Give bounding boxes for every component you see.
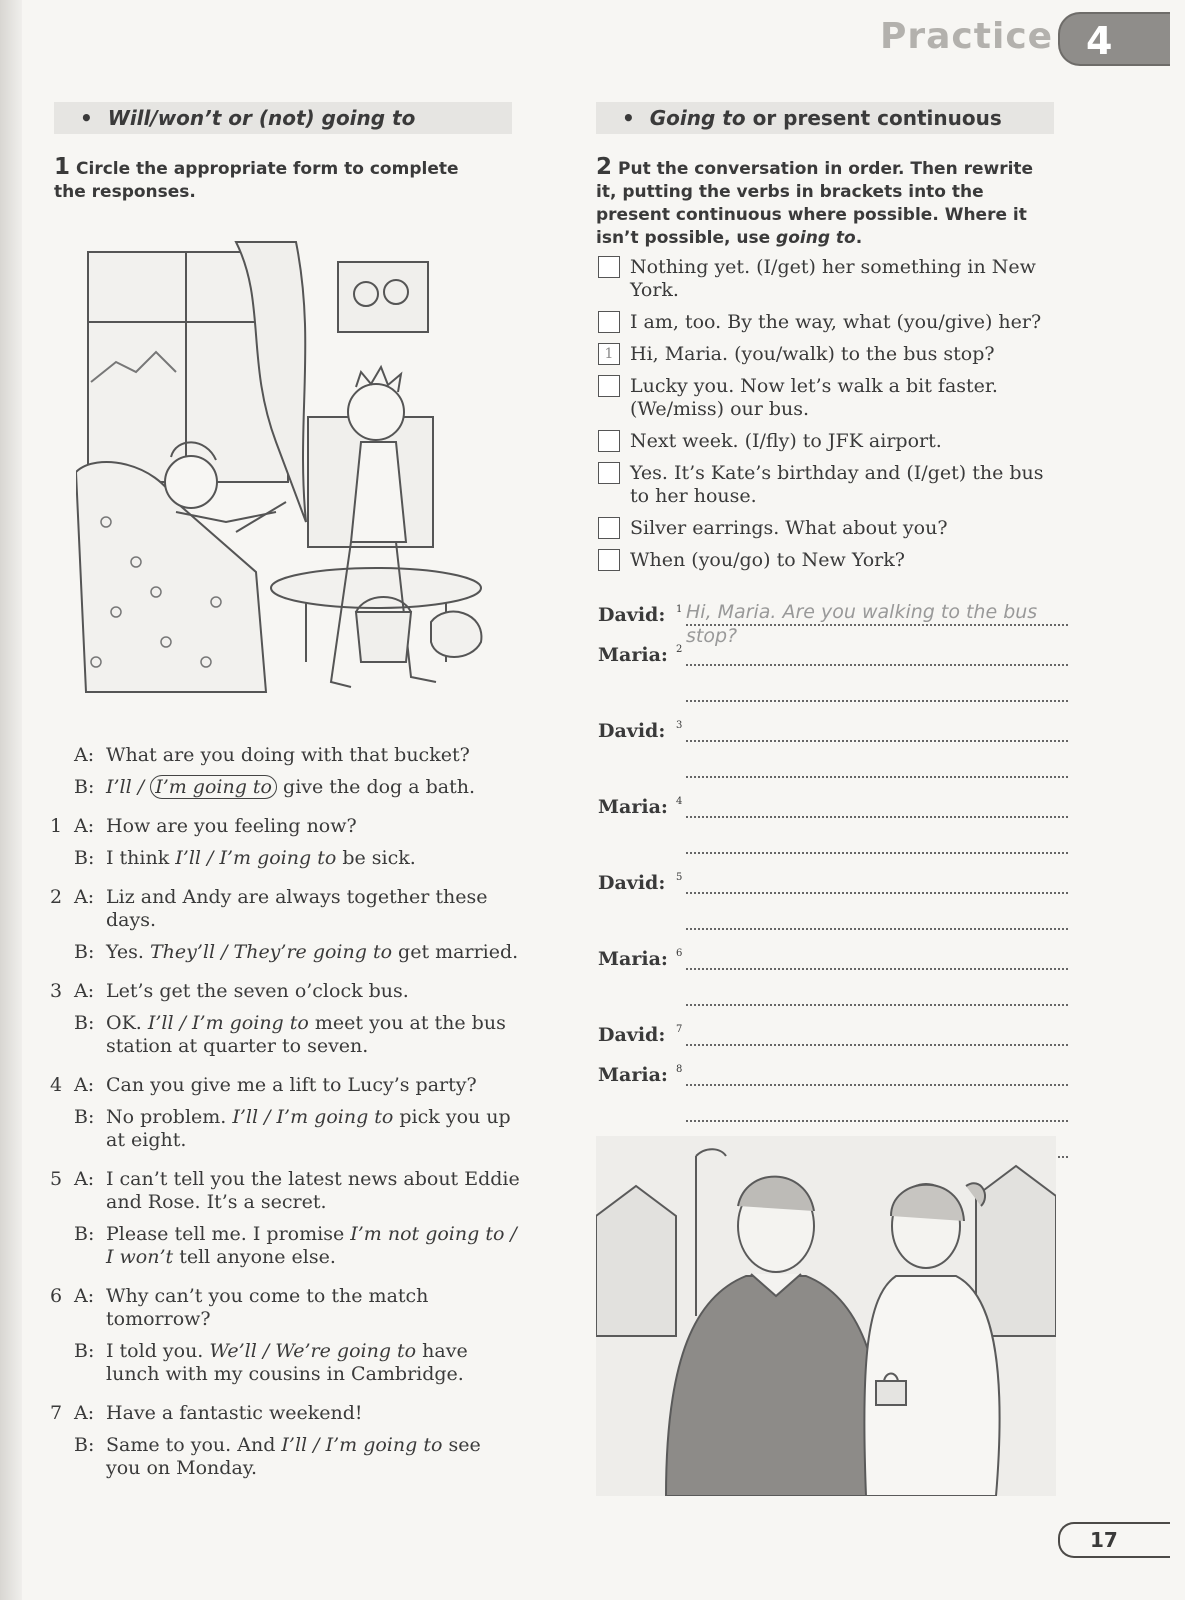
example-num xyxy=(50,744,74,767)
answer-suffix: get married. xyxy=(392,941,519,963)
couple-illustration xyxy=(596,1136,1056,1496)
item-number: 5 xyxy=(50,1168,63,1190)
example-answer-rest: give the dog a bath. xyxy=(283,776,476,798)
example-answer xyxy=(50,776,520,799)
item-question-text: I can’t tell you the latest news about Eddie and Rose. It’s a secret. xyxy=(106,1168,520,1213)
order-checkbox[interactable] xyxy=(598,256,620,278)
answer-options[interactable]: I’ll / I’m going to xyxy=(281,1434,443,1456)
speaker-label: A: xyxy=(74,744,95,766)
speaker-label: A: xyxy=(74,1402,95,1424)
conversation-speaker: Maria: xyxy=(598,1064,668,1086)
conversation-speaker: Maria: xyxy=(598,644,668,666)
item-answer-text xyxy=(106,1434,520,1480)
ordering-item-text: Nothing yet. (I/get) her something in New York. xyxy=(630,256,1036,301)
item-answer-text xyxy=(106,1340,520,1386)
ordering-item-text: Lucky you. Now let’s walk a bit faster. (We/miss) our bus. xyxy=(630,375,998,420)
order-checkbox[interactable]: 1 xyxy=(598,343,620,365)
answer-prefix: Same to you. And xyxy=(106,1434,282,1456)
item-number: 2 xyxy=(50,886,63,908)
conversation-line-number: 8 xyxy=(676,1064,683,1075)
answer-suffix: have lunch with my cousins in Cambridge. xyxy=(106,1340,468,1385)
left-banner-title: Will/won’t or (not) going to xyxy=(107,106,416,130)
item-answer xyxy=(50,847,520,870)
answer-line[interactable] xyxy=(686,868,1068,894)
item-answer xyxy=(50,1434,520,1480)
speaker-label: A: xyxy=(74,815,95,837)
example-circled-answer: I’m going to xyxy=(150,775,277,799)
answer-line[interactable]: Hi, Maria. Are you walking to the bus stop? xyxy=(686,600,1068,626)
left-section-banner xyxy=(54,102,512,134)
conversation-line-number: 4 xyxy=(676,796,683,807)
answer-prefix: No problem. xyxy=(106,1106,233,1128)
conversation-line-number: 6 xyxy=(676,948,683,959)
conversation-line xyxy=(598,1020,1068,1046)
conversation-line-number: 2 xyxy=(676,644,683,655)
ordering-item-text: Yes. It’s Kate’s birthday and (I/get) the bus to her house. xyxy=(630,462,1044,507)
item-question xyxy=(50,1285,520,1331)
exercise-2-text: Put the conversation in order. Then rewrite it, putting the verbs in brackets into the present continuous where possible. Where it isn’t possible, use xyxy=(596,159,1034,248)
answer-suffix: meet you at the bus station at quarter to seven. xyxy=(106,1012,506,1057)
conversation-line-number: 7 xyxy=(676,1024,683,1035)
item-number-blank xyxy=(50,941,74,964)
answer-suffix: pick you up at eight. xyxy=(106,1106,511,1151)
conversation-line xyxy=(598,1060,1068,1086)
item-question xyxy=(50,886,520,932)
banner-bullet: • xyxy=(622,106,635,130)
conversation-line xyxy=(598,792,1068,818)
item-number-blank xyxy=(50,1012,74,1058)
item-answer xyxy=(50,1223,520,1269)
answer-line-continuation[interactable] xyxy=(686,1096,1068,1122)
item-answer-text xyxy=(106,847,520,870)
conversation-line xyxy=(598,716,1068,742)
speaker-label: B: xyxy=(74,1223,95,1245)
item-question-text: Let’s get the seven o’clock bus. xyxy=(106,980,409,1002)
answer-options[interactable]: We’ll / We’re going to xyxy=(209,1340,417,1362)
conversation-line xyxy=(598,600,1068,647)
right-banner-rest: or present continuous xyxy=(745,106,1002,130)
exercise-1-item xyxy=(50,815,520,870)
conversation-line xyxy=(598,944,1068,970)
speaker-label: B: xyxy=(74,847,95,869)
page-gutter-shadow xyxy=(0,0,22,1600)
conversation-speaker: David: xyxy=(598,604,666,626)
conversation-line-number: 5 xyxy=(676,872,683,883)
answer-prefix: OK. xyxy=(106,1012,148,1034)
exercise-2-instruction xyxy=(596,156,1056,250)
answer-line[interactable] xyxy=(686,792,1068,818)
item-number-blank xyxy=(50,847,74,870)
banner-bullet: • xyxy=(80,106,93,130)
speaker-label: A: xyxy=(74,1168,95,1190)
ordering-item-text: When (you/go) to New York? xyxy=(630,549,905,571)
living-room-illustration xyxy=(76,222,496,722)
ordering-item xyxy=(598,256,1068,302)
item-number: 7 xyxy=(50,1402,63,1424)
answer-line[interactable] xyxy=(686,716,1068,742)
answer-options[interactable]: I’ll / I’m going to xyxy=(232,1106,394,1128)
practice-heading: Practice xyxy=(880,16,1054,57)
ordering-item-text: Next week. (I/fly) to JFK airport. xyxy=(630,430,942,452)
answer-line[interactable] xyxy=(686,1060,1068,1086)
answer-line[interactable] xyxy=(686,640,1068,666)
answer-line[interactable] xyxy=(686,944,1068,970)
item-question-text: Can you give me a lift to Lucy’s party? xyxy=(106,1074,477,1096)
right-banner-italic: Going to xyxy=(649,106,746,130)
ordering-item xyxy=(598,517,1068,540)
order-checkbox[interactable] xyxy=(598,311,620,333)
item-answer xyxy=(50,1340,520,1386)
example-option-1: I’ll / xyxy=(106,776,145,798)
item-number: 4 xyxy=(50,1074,63,1096)
item-question-text: Have a fantastic weekend! xyxy=(106,1402,363,1424)
ordering-item-text: Silver earrings. What about you? xyxy=(630,517,948,539)
item-answer-text xyxy=(106,1106,520,1152)
speaker-label: B: xyxy=(74,941,95,963)
answer-line-continuation[interactable] xyxy=(686,752,1068,778)
answer-line[interactable] xyxy=(686,1020,1068,1046)
answer-line-continuation[interactable] xyxy=(686,676,1068,702)
item-question-text: Why can’t you come to the match tomorrow? xyxy=(106,1285,429,1330)
exercise-1-items xyxy=(50,744,520,1496)
ordering-item xyxy=(598,375,1068,421)
example-answer-text xyxy=(106,776,520,799)
order-checkbox[interactable] xyxy=(598,517,620,539)
ordering-item xyxy=(598,549,1068,572)
item-number-blank xyxy=(50,1340,74,1386)
answer-line-continuation[interactable] xyxy=(686,980,1068,1006)
exercise-1-item xyxy=(50,1285,520,1386)
conversation-speaker: David: xyxy=(598,1024,666,1046)
speaker-label: B: xyxy=(74,1340,95,1362)
speaker-label: A: xyxy=(74,1285,95,1307)
answer-options[interactable]: They’ll / They’re going to xyxy=(149,941,393,963)
ordering-item-text: I am, too. By the way, what (you/give) her? xyxy=(630,311,1042,333)
item-question xyxy=(50,1402,520,1425)
right-section-banner xyxy=(596,102,1054,134)
item-number: 1 xyxy=(50,815,63,837)
speaker-label: B: xyxy=(74,1106,95,1128)
exercise-2-end: . xyxy=(855,228,863,248)
exercise-1-item xyxy=(50,886,520,964)
item-answer xyxy=(50,1106,520,1152)
ordering-item xyxy=(598,311,1068,334)
item-number: 6 xyxy=(50,1285,63,1307)
conversation-speaker: Maria: xyxy=(598,796,668,818)
item-answer xyxy=(50,941,520,964)
speaker-label: A: xyxy=(74,1074,95,1096)
speaker-label: B: xyxy=(74,776,95,798)
answer-prefix: Please tell me. I promise xyxy=(106,1223,351,1245)
answer-prefix: I told you. xyxy=(106,1340,210,1362)
item-answer-text xyxy=(106,1223,520,1269)
ordering-item xyxy=(598,430,1068,453)
exercise-2-number: 2 xyxy=(596,154,613,180)
answer-prefix: I think xyxy=(106,847,176,869)
exercise-1-numbered-items xyxy=(50,815,520,1480)
order-checkbox[interactable] xyxy=(598,549,620,571)
item-answer-text xyxy=(106,941,520,964)
item-question xyxy=(50,1074,520,1097)
conversation-speaker: Maria: xyxy=(598,948,668,970)
order-checkbox[interactable] xyxy=(598,430,620,452)
example-num-blank xyxy=(50,776,74,799)
item-question xyxy=(50,1168,520,1214)
conversation-speaker: David: xyxy=(598,720,666,742)
exercise-2-italic: going to xyxy=(776,228,856,248)
page-number: 17 xyxy=(1058,1522,1170,1558)
item-question xyxy=(50,815,520,838)
speaker-label: A: xyxy=(74,886,95,908)
exercise-1-item xyxy=(50,1168,520,1269)
answer-suffix: tell anyone else. xyxy=(173,1246,336,1268)
ordering-list xyxy=(598,256,1068,581)
conversation-line xyxy=(598,640,1068,666)
exercise-1-text: Circle the appropriate form to complete the responses. xyxy=(54,159,459,202)
item-question-text: How are you feeling now? xyxy=(106,815,357,837)
answer-options[interactable]: I’ll / I’m going to xyxy=(175,847,337,869)
ordering-item xyxy=(598,343,1068,366)
item-number-blank xyxy=(50,1106,74,1152)
item-number: 3 xyxy=(50,980,63,1002)
answer-options[interactable]: I’ll / I’m going to xyxy=(147,1012,309,1034)
example-item xyxy=(50,744,520,799)
answer-options[interactable]: I’m not going to / I won’t xyxy=(106,1223,517,1268)
conversation-speaker: David: xyxy=(598,872,666,894)
order-checkbox[interactable] xyxy=(598,462,620,484)
exercise-1-number: 1 xyxy=(54,154,71,180)
exercise-1-item xyxy=(50,1402,520,1480)
speaker-label: A: xyxy=(74,980,95,1002)
conversation-line xyxy=(598,868,1068,894)
answer-prefix: Yes. xyxy=(106,941,150,963)
item-number-blank xyxy=(50,1434,74,1480)
conversation-line-number: 3 xyxy=(676,720,683,731)
answer-suffix: be sick. xyxy=(336,847,416,869)
item-question-text: Liz and Andy are always together these days. xyxy=(106,886,488,931)
item-question xyxy=(50,980,520,1003)
speaker-label: B: xyxy=(74,1012,95,1034)
exercise-1-item xyxy=(50,1074,520,1152)
item-answer-text xyxy=(106,1012,520,1058)
answer-line-continuation[interactable] xyxy=(686,904,1068,930)
exercise-1-item xyxy=(50,980,520,1058)
speaker-label: B: xyxy=(74,1434,95,1456)
item-number-blank xyxy=(50,1223,74,1269)
example-question-text: What are you doing with that bucket? xyxy=(106,744,470,766)
answer-line-continuation[interactable] xyxy=(686,828,1068,854)
example-question xyxy=(50,744,520,767)
conversation-line-number: 1 xyxy=(676,604,683,615)
exercise-1-instruction xyxy=(54,156,494,204)
ordering-item-text: Hi, Maria. (you/walk) to the bus stop? xyxy=(630,343,995,365)
order-checkbox[interactable] xyxy=(598,375,620,397)
item-answer xyxy=(50,1012,520,1058)
conversation-lines xyxy=(598,600,1068,1158)
unit-number-tab: 4 xyxy=(1058,12,1170,66)
ordering-item xyxy=(598,462,1068,508)
answer-suffix: see you on Monday. xyxy=(106,1434,481,1479)
